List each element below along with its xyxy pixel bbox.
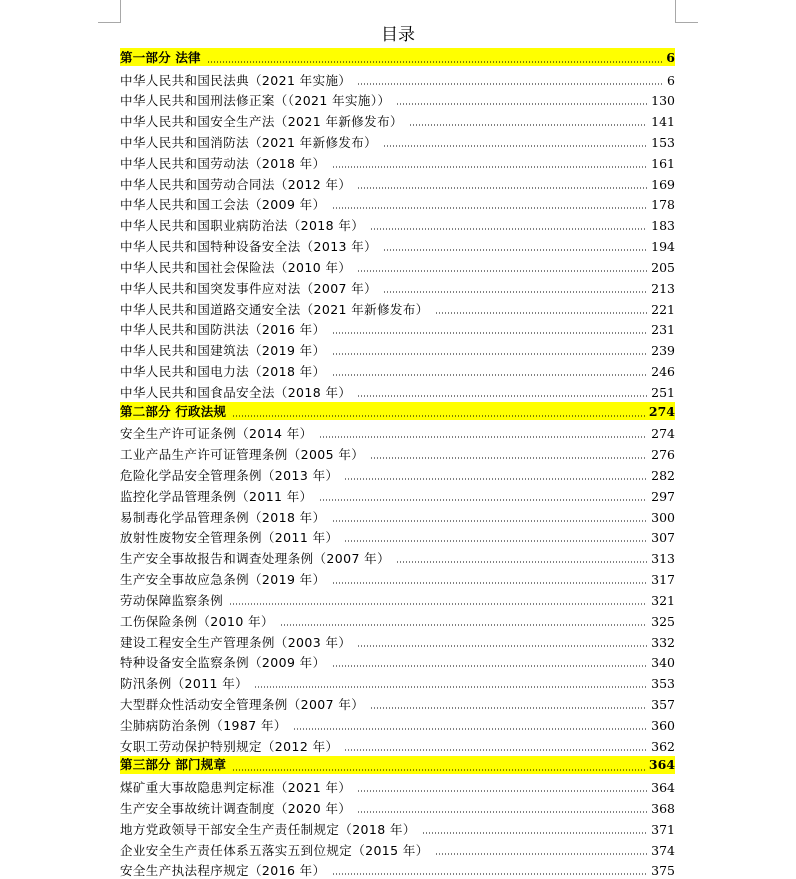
toc-page-number: 274 xyxy=(651,426,675,442)
toc-page-number: 364 xyxy=(648,757,675,773)
toc-page-number: 313 xyxy=(651,551,675,567)
toc-page-number: 276 xyxy=(651,447,675,463)
toc-entry-title: 尘肺病防治条例（1987 年） xyxy=(120,717,287,733)
toc-page-number: 362 xyxy=(651,738,675,754)
toc-page-number: 194 xyxy=(651,239,675,255)
dot-leader xyxy=(280,624,647,626)
toc-entry[interactable] xyxy=(120,422,675,443)
toc-page-number: 178 xyxy=(651,197,675,213)
toc-entry[interactable] xyxy=(120,630,675,651)
toc-entry[interactable] xyxy=(120,859,675,879)
toc-entry[interactable] xyxy=(120,109,675,130)
toc-page-number: 6 xyxy=(666,49,675,65)
toc-page-number: 213 xyxy=(651,280,675,296)
dot-leader xyxy=(332,207,648,209)
toc-entry-title: 中华人民共和国道路交通安全法（2021 年新修发布） xyxy=(120,301,429,317)
toc-entry-title: 中华人民共和国突发事件应对法（2007 年） xyxy=(120,280,378,296)
dot-leader xyxy=(332,374,648,376)
toc-entry-title: 生产安全事故统计调查制度（2020 年） xyxy=(120,800,352,816)
toc-page-number: 321 xyxy=(651,592,675,608)
toc-entry-title: 防汛条例（2011 年） xyxy=(120,676,249,692)
toc-entry[interactable] xyxy=(120,609,675,630)
dot-leader xyxy=(319,436,648,438)
dot-leader xyxy=(422,832,647,834)
toc-entry-title: 监控化学品管理条例（2011 年） xyxy=(120,488,313,504)
dot-leader xyxy=(332,582,648,584)
toc-entry-title: 中华人民共和国民法典（2021 年实施） xyxy=(120,72,352,88)
toc-entry-title: 中华人民共和国建筑法（2019 年） xyxy=(120,343,326,359)
dot-leader xyxy=(383,291,647,293)
toc-entry-title: 地方党政领导干部安全生产责任制规定（2018 年） xyxy=(120,821,416,837)
toc-entry-title: 危险化学品安全管理条例（2013 年） xyxy=(120,468,339,483)
dot-leader xyxy=(357,811,647,813)
toc-entry[interactable] xyxy=(120,817,675,838)
toc-entry[interactable] xyxy=(120,276,675,297)
page-title: 目录 xyxy=(381,25,415,45)
toc-page-number: 274 xyxy=(648,403,675,419)
toc-entry[interactable] xyxy=(120,193,675,214)
toc-entry-title: 中华人民共和国食品安全法（2018 年） xyxy=(120,384,352,400)
toc-entry[interactable] xyxy=(120,380,675,401)
toc-section-heading[interactable] xyxy=(120,402,675,420)
toc-page-number: 239 xyxy=(651,343,675,359)
toc-entry[interactable] xyxy=(120,546,675,567)
toc-page-number: 130 xyxy=(651,93,675,109)
toc-page-number: 300 xyxy=(651,509,675,525)
toc-page-number: 360 xyxy=(651,717,675,733)
page-corner-mark-left xyxy=(98,0,121,23)
toc-entry-title: 女职工劳动保护特别规定（2012 年） xyxy=(120,738,339,754)
toc-page-number: 153 xyxy=(651,135,675,151)
toc-entry[interactable] xyxy=(120,775,675,796)
toc-entry-title: 劳动保障监察条例 xyxy=(120,592,224,608)
toc-entry-title: 生产安全事故应急条例（2019 年） xyxy=(120,572,326,588)
toc-entry[interactable] xyxy=(120,505,675,526)
toc-entry-title: 中华人民共和国安全生产法（2021 年新修发布） xyxy=(120,114,403,130)
toc-entry[interactable] xyxy=(120,297,675,318)
toc-entry-title: 安全生产执法程序规定（2016 年） xyxy=(120,863,326,879)
toc-entry-title: 中华人民共和国劳动法（2018 年） xyxy=(120,155,326,171)
toc-entry[interactable] xyxy=(120,796,675,817)
toc-entry-title: 中华人民共和国防洪法（2016 年） xyxy=(120,322,326,338)
toc-entry[interactable] xyxy=(120,692,675,713)
dot-leader xyxy=(370,228,647,230)
dot-leader xyxy=(357,790,647,792)
toc-entry[interactable] xyxy=(120,255,675,276)
dot-leader xyxy=(370,457,647,459)
dot-leader xyxy=(332,332,648,334)
toc-entry[interactable] xyxy=(120,68,675,89)
toc-entry[interactable] xyxy=(120,588,675,609)
dot-leader xyxy=(435,312,647,314)
toc-page-number: 6 xyxy=(667,72,675,88)
toc-entry-title: 中华人民共和国劳动合同法（2012 年） xyxy=(120,176,352,192)
toc-page-number: 368 xyxy=(651,800,675,816)
toc-entry-title: 安全生产许可证条例（2014 年） xyxy=(120,426,313,442)
dot-leader xyxy=(332,166,648,168)
toc-entry-title: 建设工程安全生产管理条例（2003 年） xyxy=(120,634,352,650)
toc-page-number: 325 xyxy=(651,613,675,629)
toc-entry-title: 企业安全生产责任体系五落实五到位规定（2015 年） xyxy=(120,842,429,858)
toc-page-number: 246 xyxy=(651,363,675,379)
toc-entry-title: 特种设备安全监察条例（2009 年） xyxy=(120,655,326,671)
toc-entry[interactable] xyxy=(120,671,675,692)
dot-leader xyxy=(383,145,647,147)
toc-page-number: 161 xyxy=(651,155,675,171)
toc-entry[interactable] xyxy=(120,442,675,463)
toc-section-heading[interactable] xyxy=(120,48,675,66)
dot-leader xyxy=(254,686,647,688)
toc-entry[interactable] xyxy=(120,172,675,193)
toc-entry-title: 第二部分 行政法规 xyxy=(120,403,227,419)
dot-leader xyxy=(232,769,645,771)
toc-page-number: 205 xyxy=(651,259,675,275)
toc-page-number: 141 xyxy=(651,114,675,130)
toc-entry[interactable] xyxy=(120,651,675,672)
toc-entry[interactable] xyxy=(120,734,675,755)
toc-page-number: 317 xyxy=(651,572,675,588)
toc-entry[interactable] xyxy=(120,463,675,484)
dot-leader xyxy=(396,561,647,563)
toc-entry-title: 中华人民共和国特种设备安全法（2013 年） xyxy=(120,239,378,255)
toc-entry-title: 中华人民共和国电力法（2018 年） xyxy=(120,363,326,379)
toc-page-number: 282 xyxy=(651,468,675,483)
toc-entry[interactable] xyxy=(120,213,675,234)
toc-page-number: 371 xyxy=(651,821,675,837)
toc-entry[interactable] xyxy=(120,234,675,255)
toc-entry-title: 易制毒化学品管理条例（2018 年） xyxy=(120,509,326,525)
toc-page-number: 221 xyxy=(651,301,675,317)
dot-leader xyxy=(293,728,647,730)
toc-entry[interactable] xyxy=(120,484,675,505)
toc-entry[interactable] xyxy=(120,89,675,110)
toc-entry-title: 第三部分 部门规章 xyxy=(120,757,227,773)
toc-entry-title: 第一部分 法律 xyxy=(120,49,201,65)
toc-entry-title: 工伤保险条例（2010 年） xyxy=(120,613,274,629)
toc-entry-title: 中华人民共和国职业病防治法（2018 年） xyxy=(120,218,365,234)
toc-entry[interactable] xyxy=(120,151,675,172)
toc-page-number: 357 xyxy=(651,696,675,712)
toc-entry-title: 中华人民共和国工会法（2009 年） xyxy=(120,197,326,213)
dot-leader xyxy=(357,395,647,397)
toc-entry[interactable] xyxy=(120,567,675,588)
toc-entry-title: 放射性废物安全管理条例（2011 年） xyxy=(120,530,339,546)
dot-leader xyxy=(319,499,648,501)
toc-page-number: 307 xyxy=(651,530,675,546)
dot-leader xyxy=(332,665,648,667)
dot-leader xyxy=(357,270,647,272)
dot-leader xyxy=(232,415,645,417)
dot-leader xyxy=(357,83,663,85)
toc-entry[interactable] xyxy=(120,713,675,734)
toc-entry-title: 中华人民共和国社会保险法（2010 年） xyxy=(120,259,352,275)
toc-entry[interactable] xyxy=(120,130,675,151)
toc-page-number: 364 xyxy=(651,780,675,796)
dot-leader xyxy=(357,187,647,189)
dot-leader xyxy=(383,249,647,251)
dot-leader xyxy=(344,540,647,542)
dot-leader xyxy=(370,707,647,709)
dot-leader xyxy=(435,853,647,855)
toc-entry-title: 中华人民共和国消防法（2021 年新修发布） xyxy=(120,135,378,151)
dot-leader xyxy=(357,645,647,647)
toc-entry-title: 大型群众性活动安全管理条例（2007 年） xyxy=(120,696,365,712)
toc-entry[interactable] xyxy=(120,838,675,859)
toc-entry[interactable] xyxy=(120,318,675,339)
toc-entry-title: 工业产品生产许可证管理条例（2005 年） xyxy=(120,447,365,463)
toc-page-number: 332 xyxy=(651,634,675,650)
dot-leader xyxy=(207,61,663,63)
toc-page-number: 297 xyxy=(651,488,675,504)
toc-page-number: 374 xyxy=(651,842,675,858)
dot-leader xyxy=(344,478,647,480)
toc-entry[interactable] xyxy=(120,359,675,380)
dot-leader xyxy=(332,353,648,355)
toc-entry-title: 中华人民共和国刑法修正案（（2021 年实施）） xyxy=(120,93,391,109)
toc-page-number: 183 xyxy=(651,218,675,234)
page-corner-mark-right xyxy=(675,0,698,23)
toc-page-number: 251 xyxy=(651,384,675,400)
toc-page-number: 353 xyxy=(651,676,675,692)
toc-entry-title: 生产安全事故报告和调查处理条例（2007 年） xyxy=(120,551,390,567)
dot-leader xyxy=(409,124,647,126)
toc-page-number: 231 xyxy=(651,322,675,338)
toc-entry[interactable] xyxy=(120,526,675,547)
dot-leader xyxy=(332,520,648,522)
toc-page-number: 375 xyxy=(651,863,675,879)
table-of-contents xyxy=(120,47,675,879)
dot-leader xyxy=(344,749,647,751)
toc-page-number: 169 xyxy=(651,176,675,192)
toc-page-number: 340 xyxy=(651,655,675,671)
dot-leader xyxy=(229,603,647,605)
toc-entry[interactable] xyxy=(120,338,675,359)
toc-entry-title: 煤矿重大事故隐患判定标准（2021 年） xyxy=(120,780,352,796)
toc-section-heading[interactable] xyxy=(120,756,675,774)
dot-leader xyxy=(396,103,647,105)
